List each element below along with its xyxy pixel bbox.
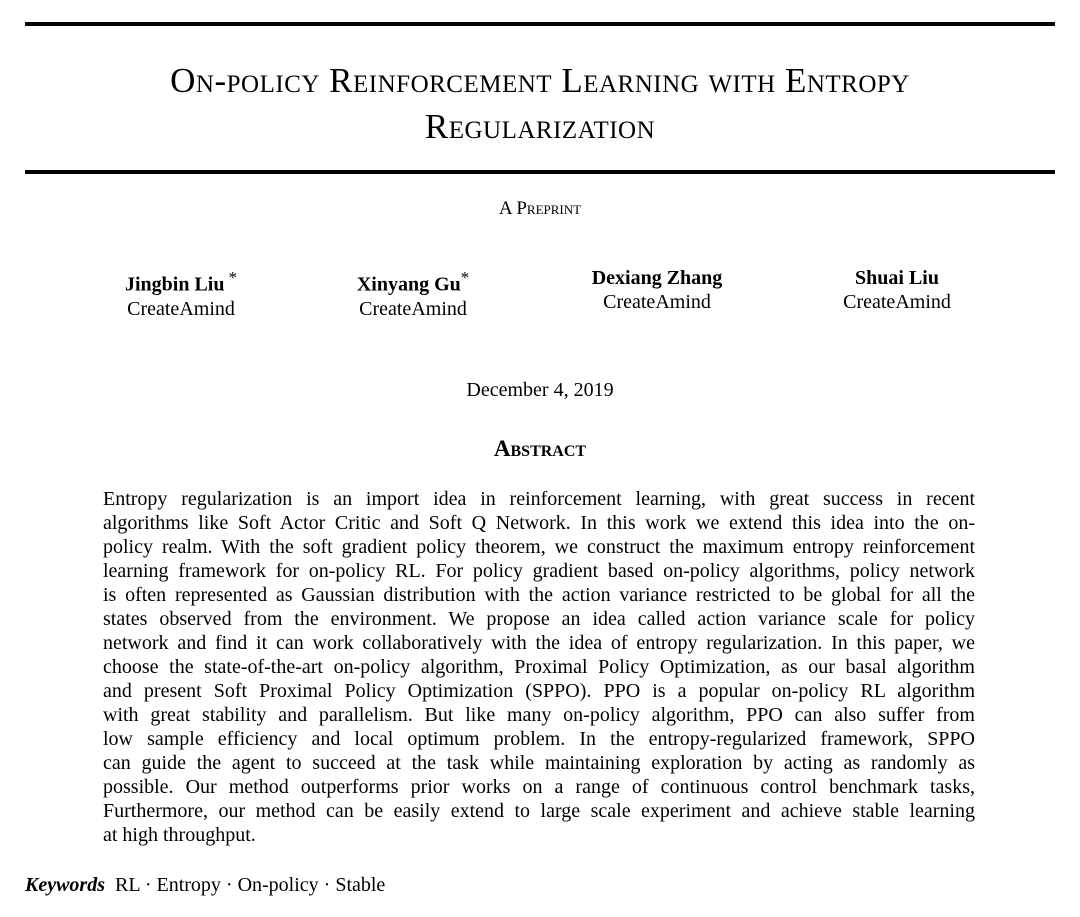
author-name: Dexiang Zhang (591, 267, 723, 289)
abstract-line: and present Soft Proximal Policy Optimization (SPPO). PPO is a popular on-policy RL algorithm (103, 680, 975, 702)
abstract-line: policy realm. With the soft gradient policy theorem, we construct the maximum entropy reinforcement (103, 536, 975, 558)
author-affiliation: CreateAmind (603, 291, 711, 313)
abstract-line: network and find it can work collaboratively with the idea of entropy regularization. In this paper, we (103, 632, 975, 654)
abstract-line: possible. Our method outperforms prior works on a range of continuous control benchmark tasks, (103, 776, 975, 798)
author-name: Xinyang Gu (356, 273, 461, 296)
top-rule (25, 22, 1055, 26)
abstract-line: Entropy regularization is an import idea in reinforcement learning, with great success in recent (103, 488, 975, 510)
abstract-line: algorithms like Soft Actor Critic and Soft Q Network. In this work we extend this idea into the on- (103, 512, 975, 534)
author-1 (61, 266, 301, 321)
author-mark: * (460, 268, 470, 287)
abstract-line: choose the state-of-the-art on-policy algorithm, Proximal Policy Optimization, as our basal algorithm (103, 656, 975, 678)
author-3 (537, 266, 777, 314)
abstract-line: states observed from the environment. We propose an idea called action variance scale for policy (103, 608, 975, 630)
author-2 (293, 266, 533, 321)
author-name: Jingbin Liu (124, 273, 225, 296)
preprint-label: A Preprint (498, 198, 582, 219)
author-affiliation: CreateAmind (843, 291, 951, 313)
abstract-line: learning framework for on-policy RL. For policy gradient based on-policy algorithms, policy network (103, 560, 975, 582)
author-mark: * (224, 268, 237, 287)
abstract-line: can guide the agent to succeed at the task while maintaining exploration by acting as randomly as (103, 752, 975, 774)
abstract-body (103, 487, 975, 847)
title-line-1: On-policy Reinforcement Learning with Entropy (170, 61, 910, 100)
keywords-text: RL · Entropy · On-policy · Stable (115, 874, 386, 896)
abstract-line: Furthermore, our method can be easily extend to large scale experiment and achieve stable learning (103, 800, 975, 822)
keywords-label: Keywords (25, 874, 105, 896)
author-4 (777, 266, 1017, 314)
abstract-line: is often represented as Gaussian distribution with the action variance restricted to be global for all the (103, 584, 975, 606)
paper-title (0, 58, 1080, 150)
abstract-line: low sample efficiency and local optimum problem. In the entropy-regularized framework, SPPO (103, 728, 975, 750)
title-line-2: Regularization (424, 107, 656, 146)
abstract-line: at high throughput. (103, 824, 256, 846)
author-affiliation: CreateAmind (127, 297, 235, 320)
bottom-rule (25, 170, 1055, 174)
author-name: Shuai Liu (855, 267, 939, 289)
abstract-heading: Abstract (493, 436, 587, 461)
keywords (25, 874, 385, 897)
abstract-line: with great stability and parallelism. But like many on-policy algorithm, PPO can also suffer from (103, 704, 975, 726)
author-affiliation: CreateAmind (359, 297, 467, 320)
date: December 4, 2019 (466, 379, 614, 401)
